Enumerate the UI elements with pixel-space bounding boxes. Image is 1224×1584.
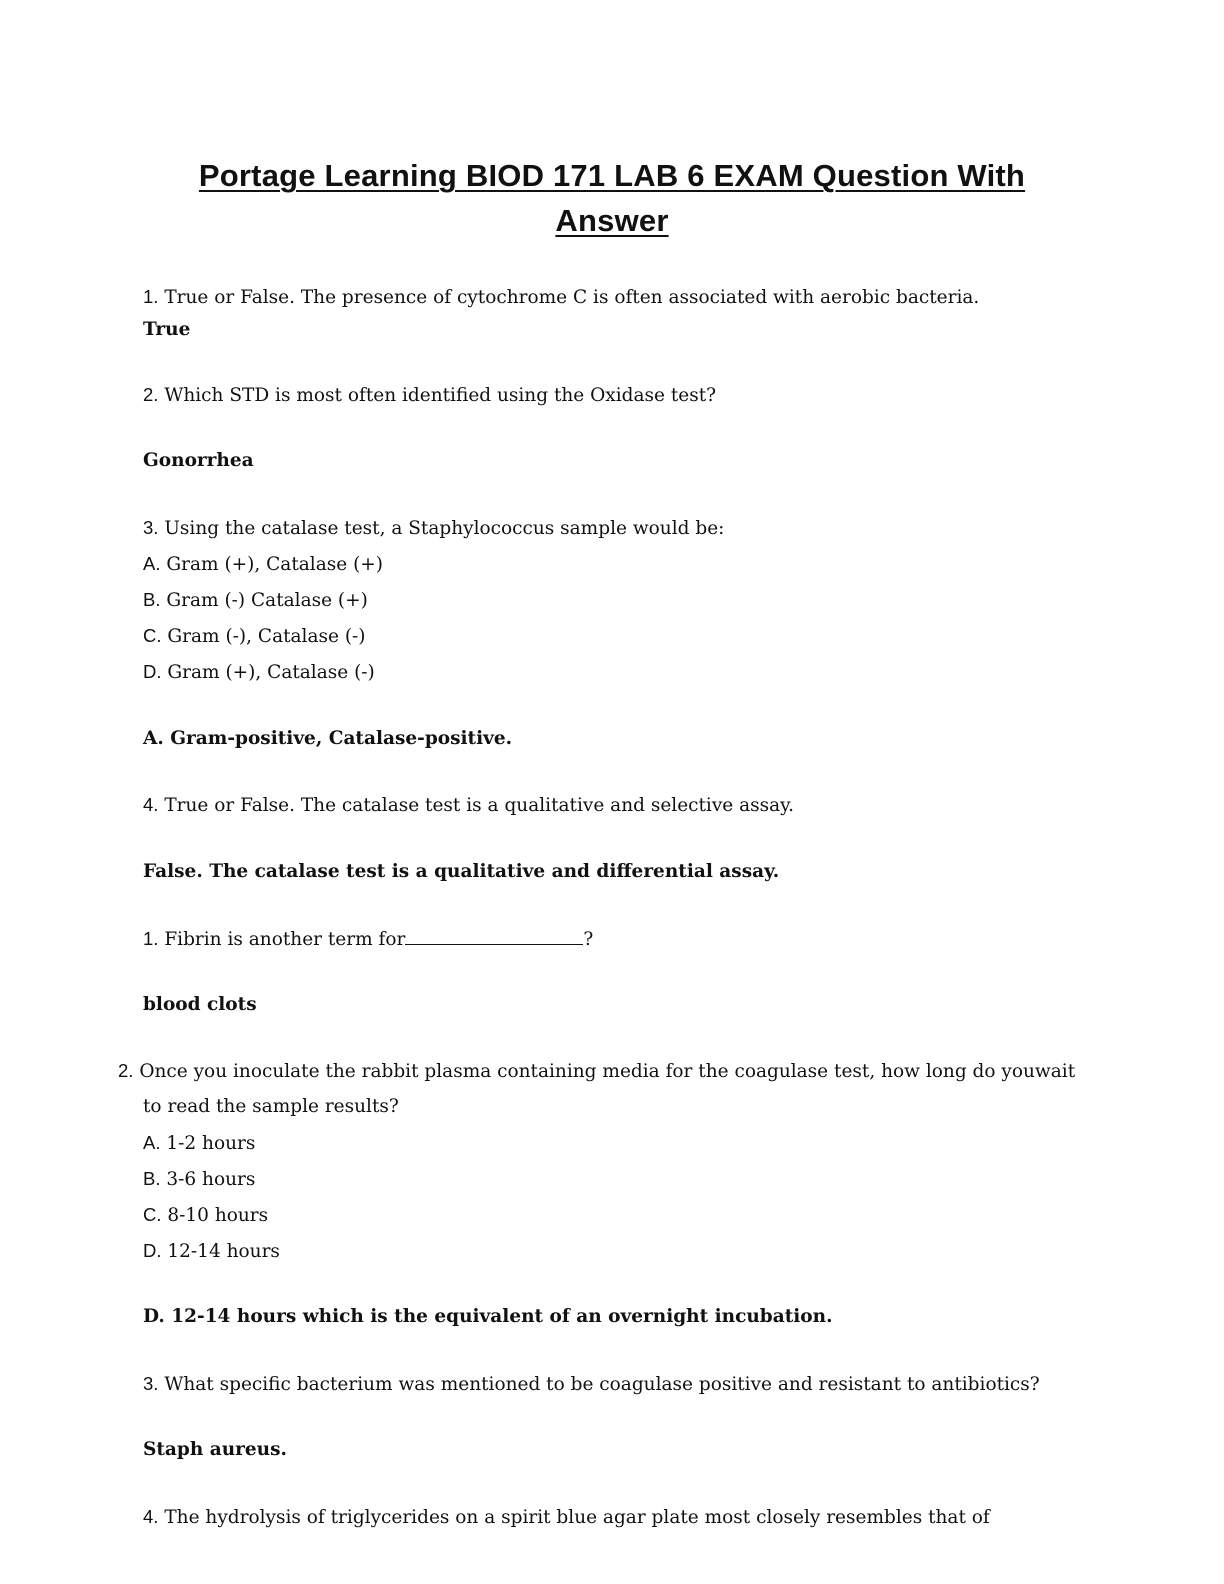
question-number: 1.: [143, 286, 159, 307]
question-2: [143, 383, 716, 408]
option-text: 1-2 hours: [166, 1133, 256, 1154]
question-1: [143, 285, 979, 310]
question-number: 4.: [143, 794, 159, 815]
option-letter: A.: [143, 1132, 161, 1153]
option-text: 12-14 hours: [167, 1241, 280, 1262]
option-text: Gram (-), Catalase (-): [167, 626, 366, 647]
answer-4: False. The catalase test is a qualitative and differential assay.: [143, 861, 780, 882]
option-text: 8-10 hours: [167, 1205, 269, 1226]
option-text: Gram (+), Catalase (+): [166, 554, 384, 575]
question-text: What specific bacterium was mentioned to be coagulase positive and resistant to antibiotics?: [164, 1374, 1040, 1395]
option-d: [143, 1239, 280, 1264]
question-number: 1.: [143, 928, 159, 949]
option-letter: D.: [143, 661, 162, 682]
document-title-line2: Answer: [555, 203, 669, 238]
fill-in-blank: [405, 926, 583, 945]
question-6: [118, 1059, 1075, 1084]
option-text: Gram (-) Catalase (+): [166, 590, 368, 611]
question-text: Once you inoculate the rabbit plasma containing media for the coagulase test, how long do youwait: [139, 1061, 1076, 1082]
question-7: [143, 1372, 1040, 1397]
question-text: Fibrin is another term for: [164, 929, 406, 950]
question-text: True or False. The presence of cytochrome C is often associated with aerobic bacteria.: [164, 287, 980, 308]
option-letter: D.: [143, 1240, 162, 1261]
option-letter: A.: [143, 553, 161, 574]
question-8: [143, 1505, 990, 1530]
answer-1: True: [143, 319, 191, 340]
question-4: [143, 793, 794, 818]
question-text: The hydrolysis of triglycerides on a spirit blue agar plate most closely resembles that of: [164, 1507, 990, 1528]
question-number: 3.: [143, 517, 159, 538]
option-c: [143, 624, 366, 649]
answer-6: D. 12-14 hours which is the equivalent of an overnight incubation.: [143, 1306, 833, 1327]
option-b: [143, 588, 368, 613]
option-letter: B.: [143, 589, 161, 610]
question-number: 3.: [143, 1373, 159, 1394]
option-letter: C.: [143, 1204, 162, 1225]
question-5: [143, 926, 593, 952]
question-number: 2.: [118, 1060, 134, 1081]
question-number: 2.: [143, 384, 159, 405]
option-a: [143, 552, 383, 577]
question-6-continued: to read the sample results?: [143, 1096, 399, 1117]
option-d: [143, 660, 375, 685]
document-title-line1: Portage Learning BIOD 171 LAB 6 EXAM Question With: [198, 158, 1026, 193]
answer-3: A. Gram-positive, Catalase-positive.: [143, 728, 513, 749]
option-text: 3-6 hours: [166, 1169, 256, 1190]
question-text-end: ?: [583, 929, 594, 950]
option-letter: B.: [143, 1168, 161, 1189]
answer-7: Staph aureus.: [143, 1439, 287, 1460]
option-text: Gram (+), Catalase (-): [167, 662, 375, 683]
answer-5: blood clots: [143, 994, 257, 1015]
question-text: True or False. The catalase test is a qualitative and selective assay.: [164, 795, 795, 816]
question-text: Using the catalase test, a Staphylococcus sample would be:: [164, 518, 725, 539]
question-number: 4.: [143, 1506, 159, 1527]
option-letter: C.: [143, 625, 162, 646]
question-3: [143, 516, 724, 541]
option-b: [143, 1167, 255, 1192]
question-text: Which STD is most often identified using the Oxidase test?: [164, 385, 717, 406]
answer-2: Gonorrhea: [143, 450, 254, 471]
option-c: [143, 1203, 268, 1228]
option-a: [143, 1131, 255, 1156]
